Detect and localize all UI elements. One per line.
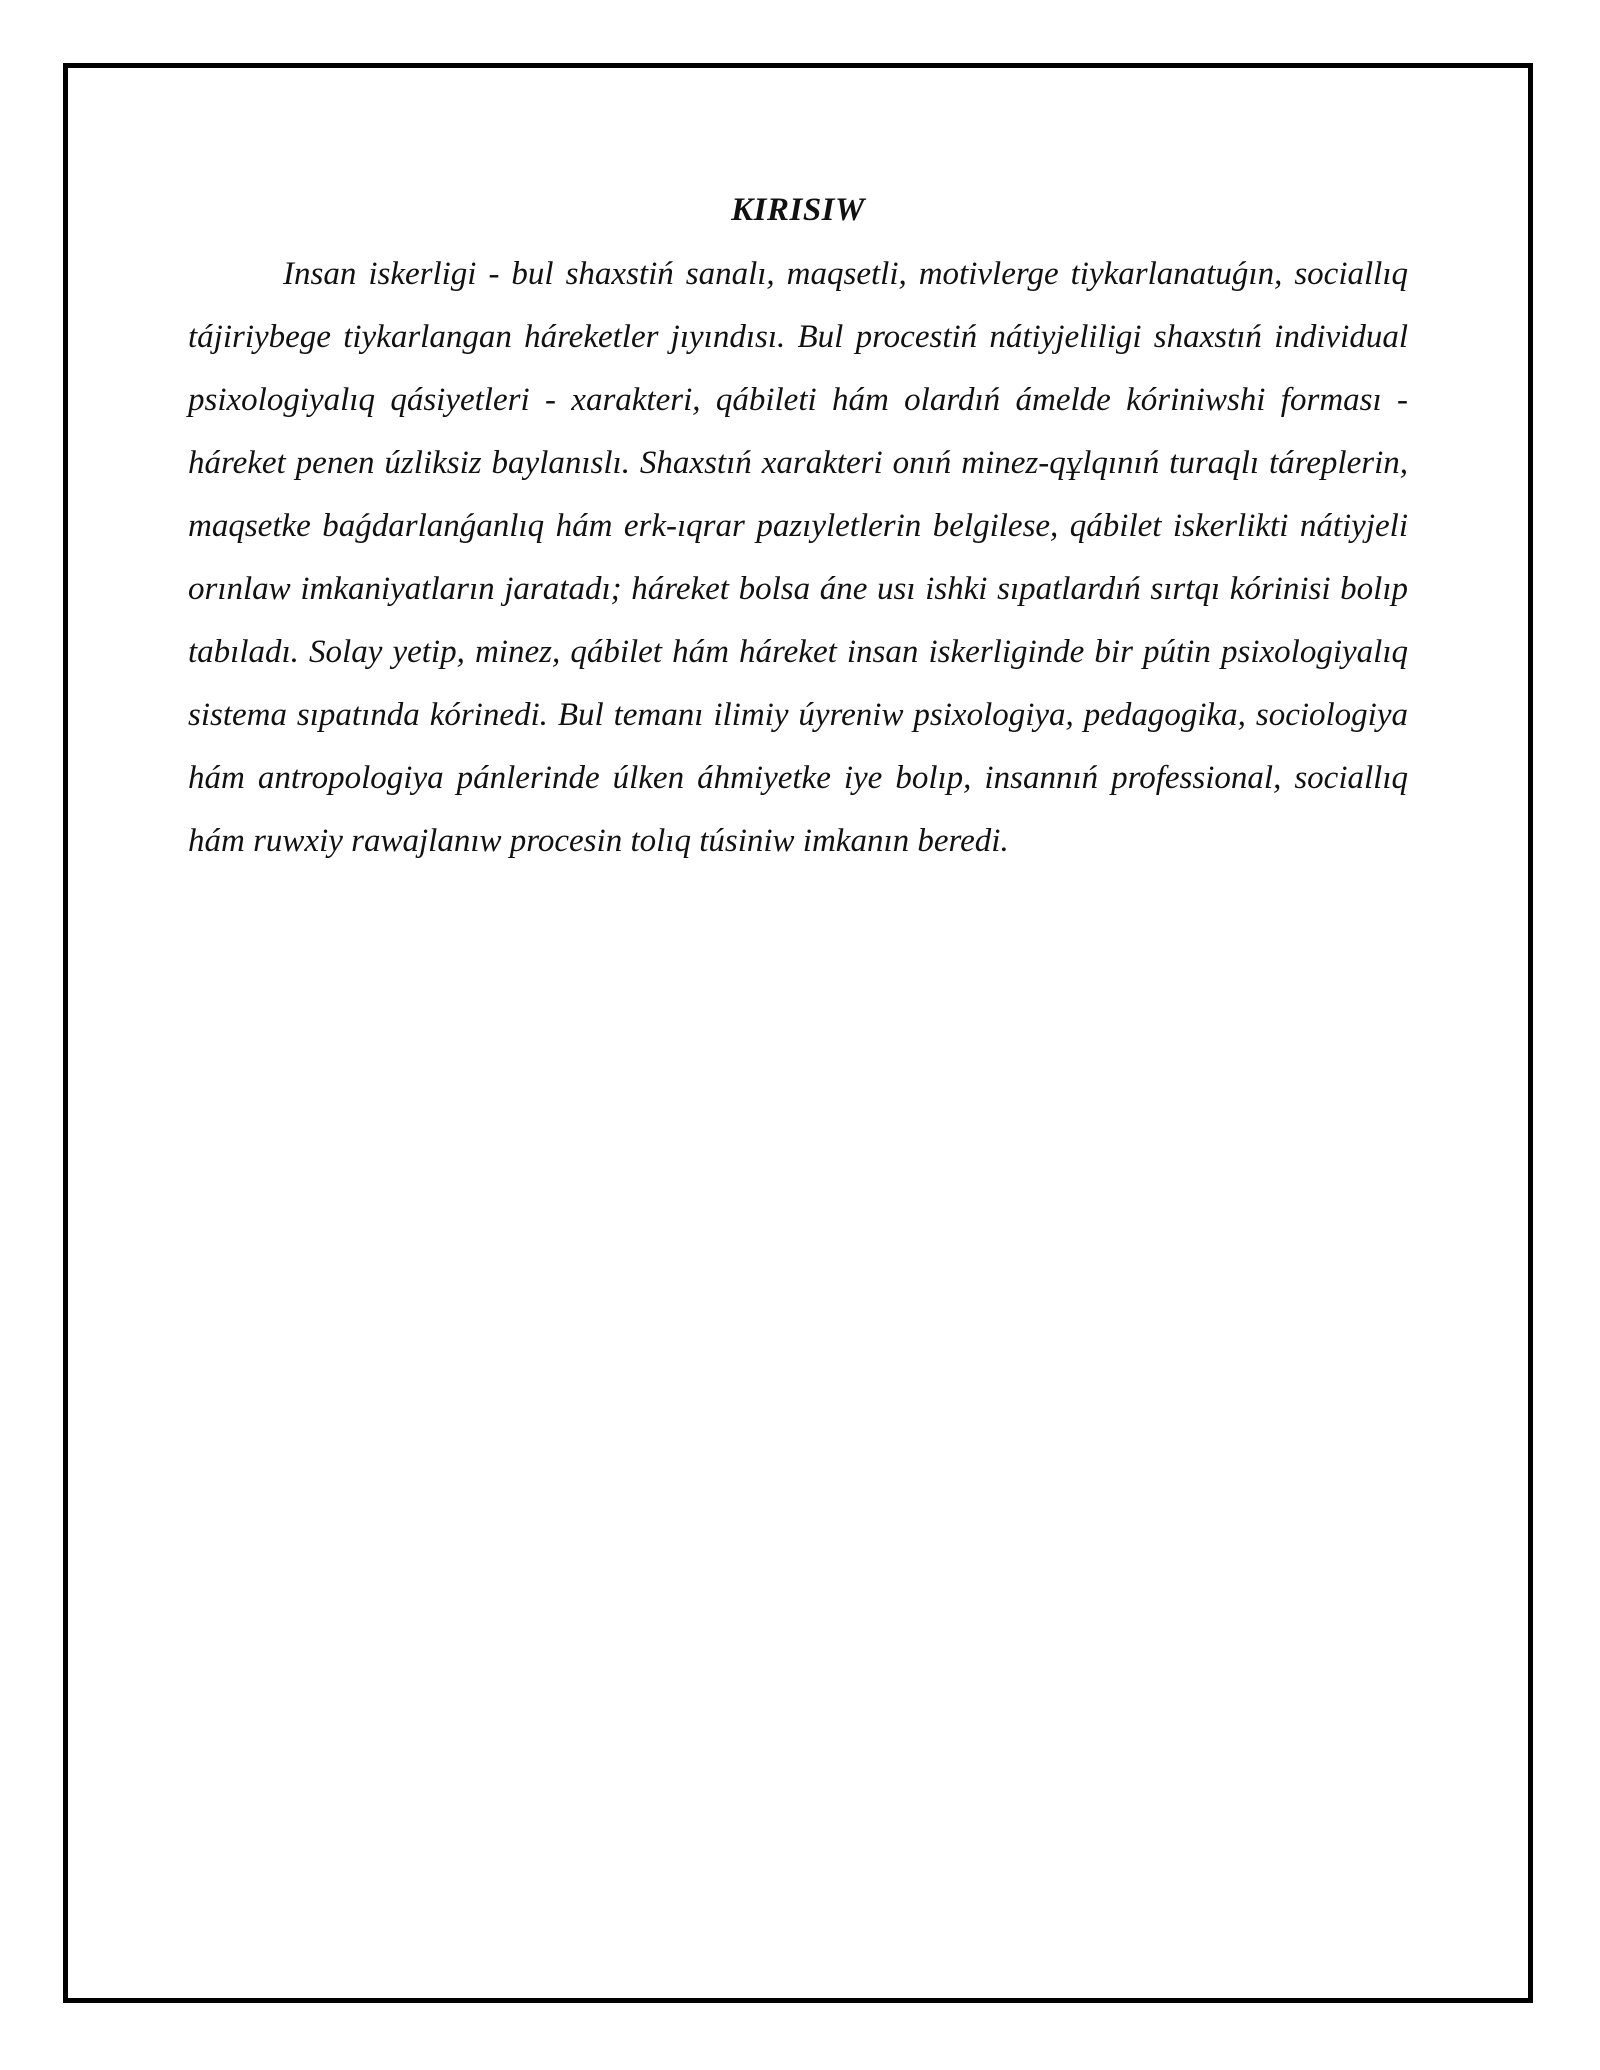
document-body bbox=[188, 185, 1408, 873]
document-title: KIRISIW bbox=[731, 192, 865, 228]
intro-paragraph: Insan iskerligi - bul shaxstiń sanalı, maqsetli, motivlerge tiykarlanatuǵın, sociallıq tájiriybege tiykarlangan háreketler jıyındısı. Bul procestiń nátiyjeliligi shaxstıń individual psixologiyalıq qásiyetleri - xarakteri, qábileti hám olardıń ámelde kóriniwshi forması - háreket penen úzliksiz baylanıslı. Shaxstıń xarakteri onıń minez-qұlqınıń turaqlı táreplerin, maqsetke baǵdarlanǵanlıq hám erk-ıqrar pazıyletlerin belgilese, qábilet iskerlikti nátiyjeli orınlaw imkaniyatların jaratadı; háreket bolsa áne usı ishki sıpatlardıń sırtqı kórinisi bolıp tabıladı. Solay yetip, minez, qábilet hám háreket insan iskerliginde bir pútin psixologiyalıq sistema sıpatında kórinedi. Bul temanı ilimiy úyreniw psixologiya, pedagogika, sociologiya hám antropologiya pánlerinde úlken áhmiyetke iye bolıp, insannıń professional, sociallıq hám ruwxiy rawajlanıw procesin tolıq túsiniw imkanın beredi. bbox=[188, 256, 1408, 859]
